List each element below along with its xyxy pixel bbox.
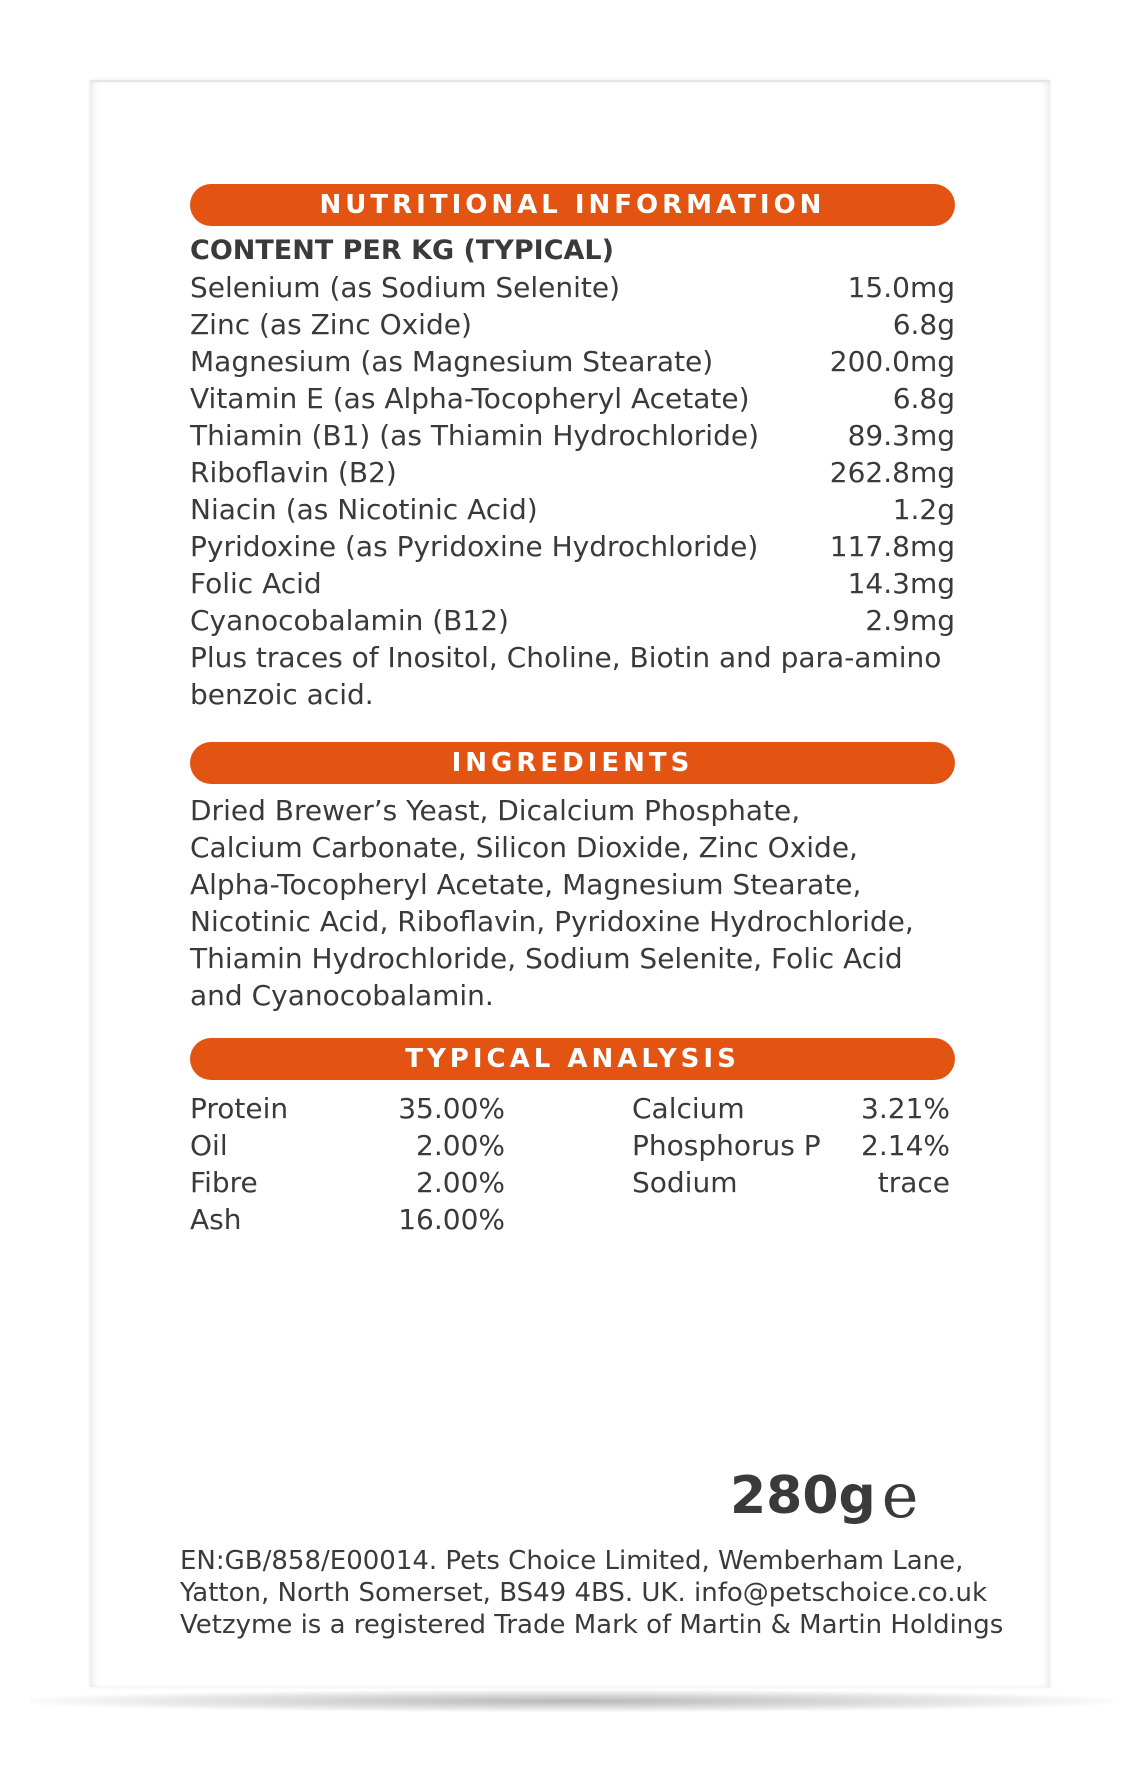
analysis-row-value: 2.00% [416,1129,505,1162]
analysis-row [632,1090,950,1127]
manufacturer-footer [180,1545,1060,1641]
footer-line: Yatton, North Somerset, BS49 4BS. UK. info@petschoice.co.uk [180,1578,988,1608]
ingredients-line: Nicotinic Acid, Riboflavin, Pyridoxine Hydrochloride, [190,905,914,938]
nutrition-row-value: 2.9mg [865,604,955,637]
ingredients-text [190,792,955,1014]
nutrition-row-label: Magnesium (as Magnesium Stearate) [190,345,714,378]
nutrition-row-value: 89.3mg [847,419,955,452]
analysis-row-label: Ash [190,1203,242,1236]
estimated-sign-icon: e [881,1459,919,1532]
nutrition-row-label: Cyanocobalamin (B12) [190,604,509,637]
ingredients-line: Calcium Carbonate, Silicon Dioxide, Zinc Oxide, [190,831,858,864]
analysis-row-label: Calcium [632,1092,745,1125]
analysis-row [190,1201,505,1238]
analysis-row-label: Sodium [632,1166,738,1199]
nutrition-row [190,454,955,491]
ingredients-line: Thiamin Hydrochloride, Sodium Selenite, Folic Acid [190,942,903,975]
analysis-row [190,1090,505,1127]
ingredients-line: and Cyanocobalamin. [190,979,494,1012]
net-weight [730,1459,919,1532]
ingredients-header-bar: INGREDIENTS [190,742,955,784]
nutrition-header-bar: NUTRITIONAL INFORMATION [190,184,955,226]
nutrition-row-value: 6.8g [892,382,955,415]
nutrition-row [190,269,955,306]
nutrition-row-label: Folic Acid [190,567,322,600]
analysis-row-label: Fibre [190,1166,258,1199]
analysis-left-column [190,1090,505,1238]
analysis-row [632,1127,950,1164]
analysis-row-label: Protein [190,1092,289,1125]
ingredients-line: Alpha-Tocopheryl Acetate, Magnesium Stearate, [190,868,862,901]
nutrition-row-value: 262.8mg [829,456,955,489]
nutrition-row [190,380,955,417]
nutrition-row-label: Pyridoxine (as Pyridoxine Hydrochloride) [190,530,759,563]
nutrition-row [190,417,955,454]
nutrition-row-value: 15.0mg [847,271,955,304]
nutrition-row-value: 1.2g [892,493,955,526]
footer-line: Vetzyme is a registered Trade Mark of Martin & Martin Holdings [180,1610,1004,1640]
nutrition-row-value: 117.8mg [829,530,955,563]
analysis-row [632,1164,950,1201]
nutrition-section [190,232,955,713]
ingredients-line: Dried Brewer’s Yeast, Dicalcium Phosphate, [190,794,801,827]
nutrition-row-label: Riboflavin (B2) [190,456,397,489]
analysis-row-value: 2.14% [861,1129,950,1162]
analysis-row-value: 35.00% [398,1092,505,1125]
nutrition-row-label: Vitamin E (as Alpha-Tocopheryl Acetate) [190,382,750,415]
analysis-row-value: trace [877,1166,950,1199]
nutrition-row [190,343,955,380]
nutrition-row-value: 200.0mg [829,345,955,378]
nutrition-row-value: 14.3mg [847,567,955,600]
analysis-row-label: Phosphorus P [632,1129,821,1162]
nutrition-row-label: Selenium (as Sodium Selenite) [190,271,621,304]
nutrition-row-label: Niacin (as Nicotinic Acid) [190,493,538,526]
nutrition-subtitle: CONTENT PER KG (TYPICAL) [190,235,614,266]
nutrition-row [190,491,955,528]
nutrition-table [190,269,955,639]
box-shadow [30,1690,1113,1712]
nutrition-row [190,602,955,639]
nutrition-row-label: Thiamin (B1) (as Thiamin Hydrochloride) [190,419,760,452]
nutrition-row-label: Zinc (as Zinc Oxide) [190,308,472,341]
analysis-row-value: 3.21% [861,1092,950,1125]
nutrition-note: Plus traces of Inositol, Choline, Biotin and para-amino benzoic acid. [190,641,942,711]
nutrition-row [190,528,955,565]
net-weight-value: 280g [730,1466,876,1526]
analysis-row [190,1164,505,1201]
analysis-row-label: Oil [190,1129,228,1162]
nutrition-row-value: 6.8g [892,308,955,341]
analysis-row [190,1127,505,1164]
nutrition-row [190,306,955,343]
analysis-header-bar: TYPICAL ANALYSIS [190,1038,955,1080]
analysis-row-value: 2.00% [416,1166,505,1199]
footer-line: EN:GB/858/E00014. Pets Choice Limited, Wemberham Lane, [180,1546,964,1576]
nutrition-row [190,565,955,602]
analysis-right-column [632,1090,950,1201]
analysis-row-value: 16.00% [398,1203,505,1236]
